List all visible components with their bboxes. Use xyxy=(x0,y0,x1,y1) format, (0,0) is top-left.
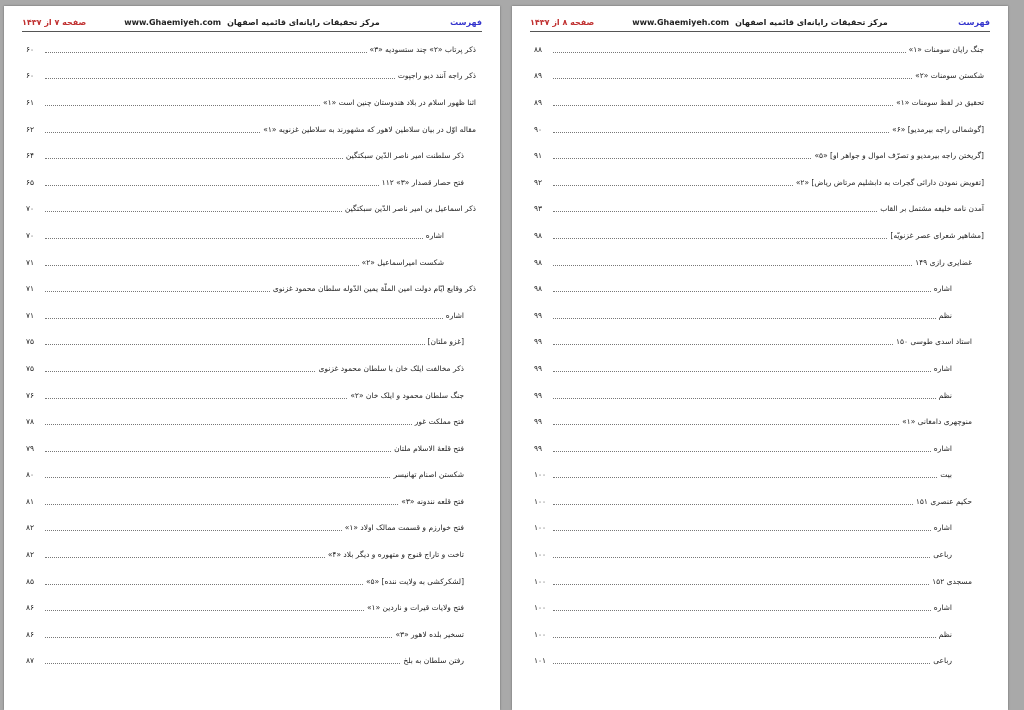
dot-leader xyxy=(45,604,364,611)
toc-entry-page: ۹۸ xyxy=(534,230,543,240)
toc-entry[interactable] xyxy=(534,621,984,648)
document-page-right xyxy=(512,6,1008,710)
toc-entry-title: فتح حصار قصدار «۳» ۱۱۲ xyxy=(381,177,464,187)
dot-leader xyxy=(553,365,931,372)
toc-entry[interactable] xyxy=(26,648,476,675)
site-name: مرکز تحقیقات رایانه‌ای قائمیه اصفهان xyxy=(735,18,888,27)
toc-entry-page: ۸۰ xyxy=(26,470,35,480)
toc-entry[interactable] xyxy=(534,568,984,595)
toc-entry-page: ۸۷ xyxy=(26,656,35,666)
dot-leader xyxy=(553,312,936,319)
dot-leader xyxy=(45,72,395,79)
toc-entry-page: ۹۸ xyxy=(534,257,543,267)
toc-entry[interactable] xyxy=(534,355,984,382)
dot-leader xyxy=(553,179,793,186)
toc-entry-page: ۱۰۰ xyxy=(534,470,547,480)
page-number-label: صفحه ۸ از ۱۴۳۷ xyxy=(530,18,595,27)
toc-entry-page: ۹۳ xyxy=(534,204,543,214)
dot-leader xyxy=(553,232,887,239)
toc-entry-page: ۹۹ xyxy=(534,417,543,427)
header-divider xyxy=(22,31,482,32)
toc-entry-title: فتح قلعهٔ الاسلام ملتان xyxy=(394,443,464,453)
site-title xyxy=(22,18,482,27)
dot-leader xyxy=(553,152,811,159)
toc-entry-page: ۷۱ xyxy=(26,284,35,294)
toc-entry-title: مقاله اوّل در بیان سلاطین لاهور که مشهورند به سلاطین غزنویه «۱» xyxy=(263,124,476,134)
toc-entry-page: ۸۱ xyxy=(26,496,35,506)
dot-leader xyxy=(553,498,913,505)
toc-entry-page: ۶۵ xyxy=(26,177,35,187)
dot-leader xyxy=(553,418,899,425)
toc-label: فهرست xyxy=(958,18,990,27)
toc-entry[interactable] xyxy=(534,222,984,249)
toc-entry-page: ۶۴ xyxy=(26,151,35,161)
toc-entry-page: ۸۹ xyxy=(534,71,543,81)
toc-entry-title: اشاره xyxy=(933,523,952,533)
toc-entry-title: اشاره xyxy=(933,443,952,453)
toc-entry-page: ۱۰۰ xyxy=(534,603,547,613)
toc-entry[interactable] xyxy=(26,541,476,568)
toc-entry[interactable] xyxy=(26,36,476,63)
dot-leader xyxy=(553,259,912,266)
toc-entry-title: فتح قلعه نندونه «۳» xyxy=(401,496,464,506)
dot-leader xyxy=(45,46,367,53)
dot-leader xyxy=(553,578,929,585)
toc-entry[interactable] xyxy=(534,541,984,568)
toc-entry-title: ذکر راجه آنند دیو راجپوت xyxy=(397,71,476,81)
toc-entry-title: بیت xyxy=(940,470,952,480)
toc-entry-page: ۱۰۰ xyxy=(534,523,547,533)
toc-entry[interactable] xyxy=(534,488,984,515)
toc-entry[interactable] xyxy=(534,249,984,276)
toc-entry-page: ۷۶ xyxy=(26,390,35,400)
toc-entry[interactable] xyxy=(534,515,984,542)
dot-leader xyxy=(553,631,936,638)
dot-leader xyxy=(45,498,398,505)
toc-entry-page: ۱۰۰ xyxy=(534,550,547,560)
dot-leader xyxy=(45,152,343,159)
toc-entry-title: منوچهری دامغانی «۱» xyxy=(902,417,972,427)
toc-entry-page: ۹۹ xyxy=(534,337,543,347)
toc-entry[interactable] xyxy=(26,355,476,382)
toc-entry-title: [گوشمالی راجه بیرمدیو] «۶» xyxy=(892,124,984,134)
toc-entry[interactable] xyxy=(534,329,984,356)
website-url[interactable]: www.Ghaemiyeh.com xyxy=(124,18,222,27)
dot-leader xyxy=(45,232,423,239)
toc-entry[interactable] xyxy=(534,382,984,409)
toc-entry-page: ۹۱ xyxy=(534,151,543,161)
toc-entry-page: ۹۲ xyxy=(534,177,543,187)
toc-entry[interactable] xyxy=(534,594,984,621)
toc-list xyxy=(26,36,476,674)
toc-entry[interactable] xyxy=(534,169,984,196)
toc-entry-title: اشاره xyxy=(933,363,952,373)
toc-entry-page: ۷۵ xyxy=(26,337,35,347)
dot-leader xyxy=(553,551,930,558)
toc-entry-page: ۱۰۰ xyxy=(534,629,547,639)
toc-label: فهرست xyxy=(450,18,482,27)
dot-leader xyxy=(45,445,391,452)
toc-entry[interactable] xyxy=(534,89,984,116)
toc-entry-page: ۸۲ xyxy=(26,550,35,560)
toc-entry[interactable] xyxy=(534,435,984,462)
toc-entry-page: ۸۸ xyxy=(534,44,543,54)
toc-entry[interactable] xyxy=(26,329,476,356)
toc-entry[interactable] xyxy=(26,621,476,648)
toc-entry-title: شکستن اصنام تهانیسر xyxy=(393,470,464,480)
toc-entry[interactable] xyxy=(26,63,476,90)
toc-list xyxy=(534,36,984,674)
toc-entry[interactable] xyxy=(26,89,476,116)
toc-entry-page: ۷۱ xyxy=(26,257,35,267)
dot-leader xyxy=(45,338,425,345)
dot-leader xyxy=(45,471,390,478)
dot-leader xyxy=(553,46,906,53)
toc-entry-title: اشاره xyxy=(933,603,952,613)
toc-entry[interactable] xyxy=(26,169,476,196)
toc-entry[interactable] xyxy=(534,648,984,675)
dot-leader xyxy=(553,657,930,664)
toc-entry-title: مسجدی ۱۵۲ xyxy=(932,576,972,586)
toc-entry-title: نظم xyxy=(938,629,952,639)
toc-entry-title: ذکر سلطنت امیر ناصر الدّین سبکتگین xyxy=(345,151,464,161)
toc-entry-title: ذکر پرتاب «۲» چند ستسودیه «۳» xyxy=(369,44,476,54)
toc-entry-title: آمدن نامه خلیفه مشتمل بر القاب xyxy=(880,204,984,214)
toc-entry[interactable] xyxy=(534,116,984,143)
toc-entry[interactable] xyxy=(26,142,476,169)
website-url[interactable]: www.Ghaemiyeh.com xyxy=(632,18,730,27)
toc-entry-page: ۹۹ xyxy=(534,390,543,400)
dot-leader xyxy=(45,578,363,585)
dot-leader xyxy=(45,179,379,186)
dot-leader xyxy=(45,99,320,106)
toc-entry-title: استاد اسدی طوسی ۱۵۰ xyxy=(895,337,972,347)
toc-entry[interactable] xyxy=(26,408,476,435)
toc-entry[interactable] xyxy=(26,116,476,143)
toc-entry[interactable] xyxy=(26,594,476,621)
dot-leader xyxy=(45,418,412,425)
page-header xyxy=(22,16,482,30)
site-name: مرکز تحقیقات رایانه‌ای قائمیه اصفهان xyxy=(227,18,380,27)
toc-entry-page: ۸۹ xyxy=(534,97,543,107)
toc-entry-page: ۸۶ xyxy=(26,603,35,613)
toc-entry-title: [تفویض نمودن دارائی گجرات به دابشلیم مرتاض ریاض] «۲» xyxy=(795,177,984,187)
toc-entry-title: جنگ سلطان محمود و ایلک خان «۲» xyxy=(350,390,464,400)
toc-entry-page: ۱۰۱ xyxy=(534,656,547,666)
toc-entry[interactable] xyxy=(26,302,476,329)
toc-entry[interactable] xyxy=(534,142,984,169)
toc-entry[interactable] xyxy=(534,63,984,90)
toc-entry-title: فتح خوارزم و قسمت ممالک اولاد «۱» xyxy=(344,523,464,533)
toc-entry-page: ۷۹ xyxy=(26,443,35,453)
toc-entry-page: ۷۰ xyxy=(26,230,35,240)
toc-entry-title: ذکر مخالفت ایلک خان با سلطان محمود غزنوی xyxy=(318,363,464,373)
toc-entry[interactable] xyxy=(534,196,984,223)
toc-entry[interactable] xyxy=(26,222,476,249)
dot-leader xyxy=(45,259,359,266)
dot-leader xyxy=(553,604,931,611)
toc-entry[interactable] xyxy=(26,568,476,595)
header-divider xyxy=(530,31,990,32)
toc-entry-title: [غزو ملتان] xyxy=(427,337,464,347)
toc-entry-page: ۷۵ xyxy=(26,363,35,373)
dot-leader xyxy=(553,445,931,452)
toc-entry-title: رباعی xyxy=(933,656,952,666)
toc-entry[interactable] xyxy=(26,382,476,409)
toc-entry-title: رباعی xyxy=(933,550,952,560)
toc-entry-page: ۷۱ xyxy=(26,310,35,320)
dot-leader xyxy=(45,312,443,319)
toc-entry-title: [مشاهیر شعرای عصر غزنویّه] xyxy=(890,230,984,240)
dot-leader xyxy=(553,126,889,133)
toc-entry-page: ۶۰ xyxy=(26,71,35,81)
dot-leader xyxy=(45,285,270,292)
site-title xyxy=(530,18,990,27)
toc-entry-page: ۱۰۰ xyxy=(534,576,547,586)
toc-entry-title: ذکر وقایع ایّام دولت امین الملّة یمین الدّوله سلطان محمود غزنوی xyxy=(272,284,476,294)
dot-leader xyxy=(553,99,893,106)
toc-entry[interactable] xyxy=(26,462,476,489)
dot-leader xyxy=(45,205,342,212)
toc-entry-title: تسخیر بلده لاهور «۳» xyxy=(395,629,464,639)
toc-entry-page: ۱۰۰ xyxy=(534,496,547,506)
toc-entry[interactable] xyxy=(26,249,476,276)
dot-leader xyxy=(45,631,392,638)
toc-entry-page: ۸۲ xyxy=(26,523,35,533)
dot-leader xyxy=(553,338,893,345)
toc-entry-page: ۸۶ xyxy=(26,629,35,639)
toc-entry-page: ۶۱ xyxy=(26,97,35,107)
toc-entry[interactable] xyxy=(534,275,984,302)
toc-entry-page: ۶۲ xyxy=(26,124,35,134)
toc-entry[interactable] xyxy=(534,36,984,63)
toc-entry-title: [لشکرکشی به ولایت ننده] «۵» xyxy=(365,576,464,586)
toc-entry-title: شکست امیراسماعیل «۲» xyxy=(361,257,444,267)
toc-entry-page: ۹۹ xyxy=(534,363,543,373)
toc-entry-title: نظم xyxy=(938,310,952,320)
toc-entry-page: ۸۵ xyxy=(26,576,35,586)
toc-entry-title: شکستن سومنات «۲» xyxy=(915,71,984,81)
toc-entry-page: ۶۰ xyxy=(26,44,35,54)
toc-entry[interactable] xyxy=(26,515,476,542)
toc-entry-title: رفتن سلطان به بلخ xyxy=(403,656,464,666)
dot-leader xyxy=(45,126,260,133)
toc-entry-title: حکیم عنصری ۱۵۱ xyxy=(915,496,972,506)
toc-entry[interactable] xyxy=(26,275,476,302)
toc-entry[interactable] xyxy=(26,435,476,462)
dot-leader xyxy=(553,205,877,212)
toc-entry-title: اشاره xyxy=(445,310,464,320)
toc-entry-page: ۹۹ xyxy=(534,443,543,453)
toc-entry-page: ۹۹ xyxy=(534,310,543,320)
toc-entry[interactable] xyxy=(26,488,476,515)
toc-entry-title: تاخت و تاراج قنوج و متهوره و دیگر بلاد «۴» xyxy=(327,550,464,560)
toc-entry[interactable] xyxy=(534,408,984,435)
toc-entry-page: ۷۰ xyxy=(26,204,35,214)
document-page-left xyxy=(4,6,500,710)
dot-leader xyxy=(553,285,931,292)
dot-leader xyxy=(45,551,325,558)
dot-leader xyxy=(45,657,400,664)
toc-entry-title: ذکر اسماعیل بن امیر ناصر الدّین سبکتگین xyxy=(344,204,476,214)
toc-entry-page: ۷۸ xyxy=(26,417,35,427)
dot-leader xyxy=(45,365,315,372)
toc-entry-title: فتح ولایات قیرات و ناردین «۱» xyxy=(366,603,464,613)
page-number-label: صفحه ۷ از ۱۴۳۷ xyxy=(22,18,87,27)
toc-entry[interactable] xyxy=(534,302,984,329)
toc-entry-title: فتح مملکت غور xyxy=(414,417,464,427)
dot-leader xyxy=(553,392,936,399)
toc-entry-page: ۹۸ xyxy=(534,284,543,294)
toc-entry-title: غضایری رازی ۱۴۹ xyxy=(915,257,972,267)
toc-entry[interactable] xyxy=(534,462,984,489)
toc-entry-title: جنگ رایان سومنات «۱» xyxy=(908,44,984,54)
dot-leader xyxy=(553,471,937,478)
toc-entry-title: اثنا ظهور اسلام در بلاد هندوستان چنین است «۱» xyxy=(323,97,476,107)
toc-entry-title: نظم xyxy=(938,390,952,400)
dot-leader xyxy=(45,392,347,399)
toc-entry-page: ۹۰ xyxy=(534,124,543,134)
toc-entry-title: اشاره xyxy=(425,230,444,240)
toc-entry-title: اشاره xyxy=(933,284,952,294)
toc-entry-title: تحقیق در لفظ سومنات «۱» xyxy=(896,97,984,107)
page-header xyxy=(530,16,990,30)
toc-entry-title: [گریختن راجه بیرمدیو و تصرّف اموال و جواهر او] «۵» xyxy=(814,151,984,161)
dot-leader xyxy=(45,524,342,531)
toc-entry[interactable] xyxy=(26,196,476,223)
dot-leader xyxy=(553,72,912,79)
dot-leader xyxy=(553,524,931,531)
